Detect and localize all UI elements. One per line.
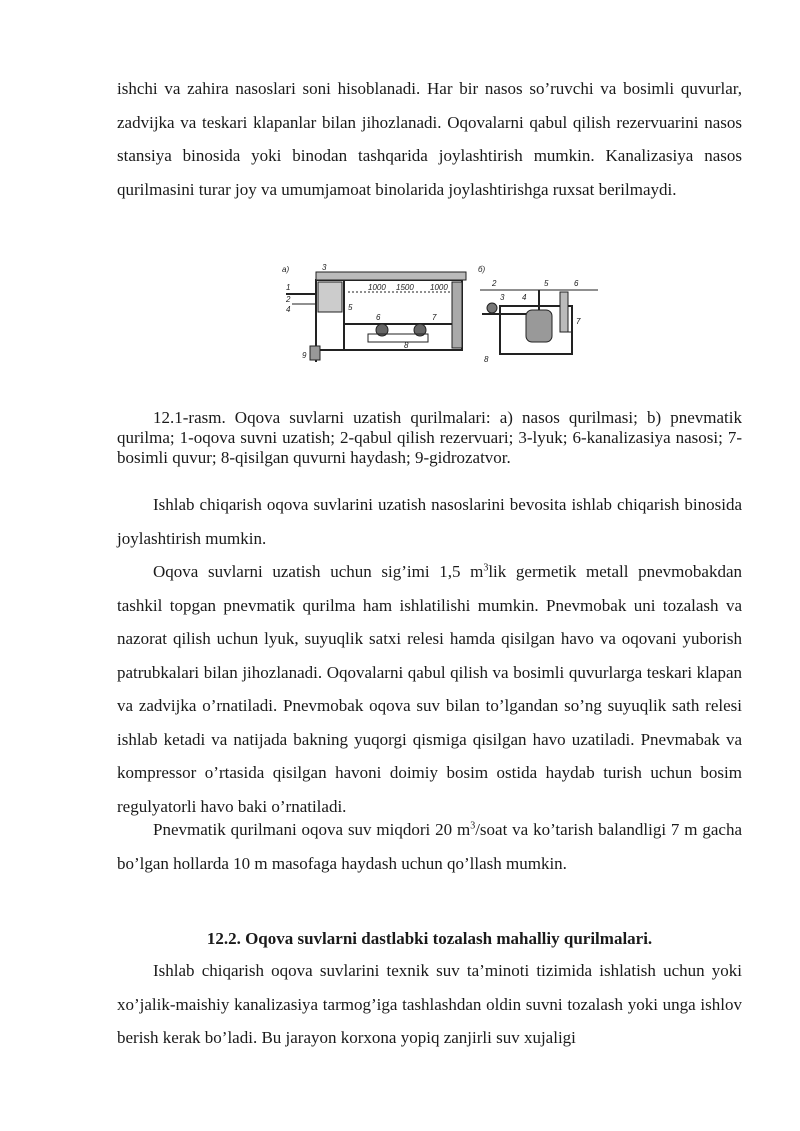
superscript: 3 xyxy=(483,562,489,574)
pneumatic-tank xyxy=(526,310,552,342)
number-1: 1 xyxy=(286,283,291,292)
number-6: 6 xyxy=(376,313,381,322)
number-b5: 5 xyxy=(544,279,549,288)
technical-drawing xyxy=(282,262,600,370)
dimension-1: 1000 xyxy=(368,283,386,292)
number-b4: 4 xyxy=(522,293,527,302)
dimension-3: 1000 xyxy=(430,283,448,292)
paragraph-pneumatic-installation xyxy=(117,555,742,823)
number-8: 8 xyxy=(404,341,409,350)
text-run: lik germetik metall pnevmobakdan tashkil topgan pnevmatik qurilma ham ishlatilishi mumkin. Pnevmobak uni tozalash va nazorat qilish uchun lyuk, suyuqlik satxi relesi hamda qisilgan havo va oqovani yuborish patrubkalari bilan jihozlanadi. Oqovalarni qabul qilish va bosimli quvurlarga teskari klapan va zadvijka o’rnatiladi. Pnevmobak oqova suv bilan to’lgandan so’ng suyuqlik sath relesi ishlab ketadi va natijada bakning yuqorgi qismiga qisilgan havo uzatiladi. Pnevmabak va kompressor o’rtasida qisilgan havoni doimiy bosim ostida haydab turish uchun bosim regulyatorli havo baki o’rnatiladi. xyxy=(117,562,742,816)
text-run: /soat va ko’tarish balandligi 7 m gacha bo’lgan hollarda 10 m masofaga haydash uchun qo’llash mumkin. xyxy=(117,820,742,873)
section-heading: 12.2. Oqova suvlarni dastlabki tozalash mahalliy qurilmalari. xyxy=(206,929,653,948)
number-b6: 6 xyxy=(574,279,579,288)
number-4: 4 xyxy=(286,305,291,314)
figure-caption: 12.1-rasm. Oqova suvlarni uzatish qurilmalari: a) nasos qurilmasi; b) pnevmatik qurilma; 1-oqova suvni uzatish; 2-qabul qilish rezervuari; 3-lyuk; 6-kanalizasiya nasosi; 7-bosimli quvur; 8-qisilgan quvurni haydash; 9-gidrozatvor. xyxy=(117,408,742,467)
number-9: 9 xyxy=(302,351,307,360)
inlet-chamber xyxy=(310,346,320,360)
text-run: Oqova suvlarni uzatish uchun sig’imi 1,5 m xyxy=(153,562,484,581)
superscript: 3 xyxy=(470,820,476,832)
number-3: 3 xyxy=(322,263,327,272)
paragraph-pneumatic-usage xyxy=(117,813,742,880)
paragraph-pump-equipment: ishchi va zahira nasoslari soni hisoblanadi. Har bir nasos so’ruvchi va bosimli quvurlar, zadvijka va teskari klapanlar bilan jihozlanadi. Oqovalarni qabul qilish rezervuarini nasos stansiya binosida yoki binodan tashqarida joylashtirish mumkin. Kanalizasiya nasos qurilmasini turar joy va umumjamoat binolarida joylashtirishga ruxsat berilmaydi. xyxy=(117,79,742,199)
number-2: 2 xyxy=(286,295,291,304)
number-b8: 8 xyxy=(484,355,489,364)
number-5: 5 xyxy=(348,303,353,312)
reception-reservoir xyxy=(318,282,342,312)
figure-12-1-pumping-installations xyxy=(282,262,600,370)
pressure-riser xyxy=(560,292,568,332)
text-run: Pnevmatik qurilmani oqova suv miqdori 20 m xyxy=(153,820,471,839)
dimension-2: 1500 xyxy=(396,283,414,292)
number-7: 7 xyxy=(432,313,437,322)
paragraph-industrial-pumps: Ishlab chiqarish oqova suvlarini uzatish nasoslarini bevosita ishlab chiqarish binosida joylashtirish mumkin. xyxy=(117,495,742,548)
paragraph-local-treatment: Ishlab chiqarish oqova suvlarini texnik suv ta’minoti tizimida ishlatish uchun yoki xo’jalik-maishiy kanalizasiya tarmog’iga tashlashdan oldin suvni tozalash yoki unga ishlov berish kerak bo’ladi. Bu jarayon korxona yopiq zanjirli suv xujaligi xyxy=(117,961,742,1047)
number-b2: 2 xyxy=(492,279,497,288)
label-b: б) xyxy=(478,265,486,274)
label-a: a) xyxy=(282,265,290,274)
valve xyxy=(487,303,497,313)
number-b7: 7 xyxy=(576,317,581,326)
station-roof xyxy=(316,272,466,280)
number-b3: 3 xyxy=(500,293,505,302)
